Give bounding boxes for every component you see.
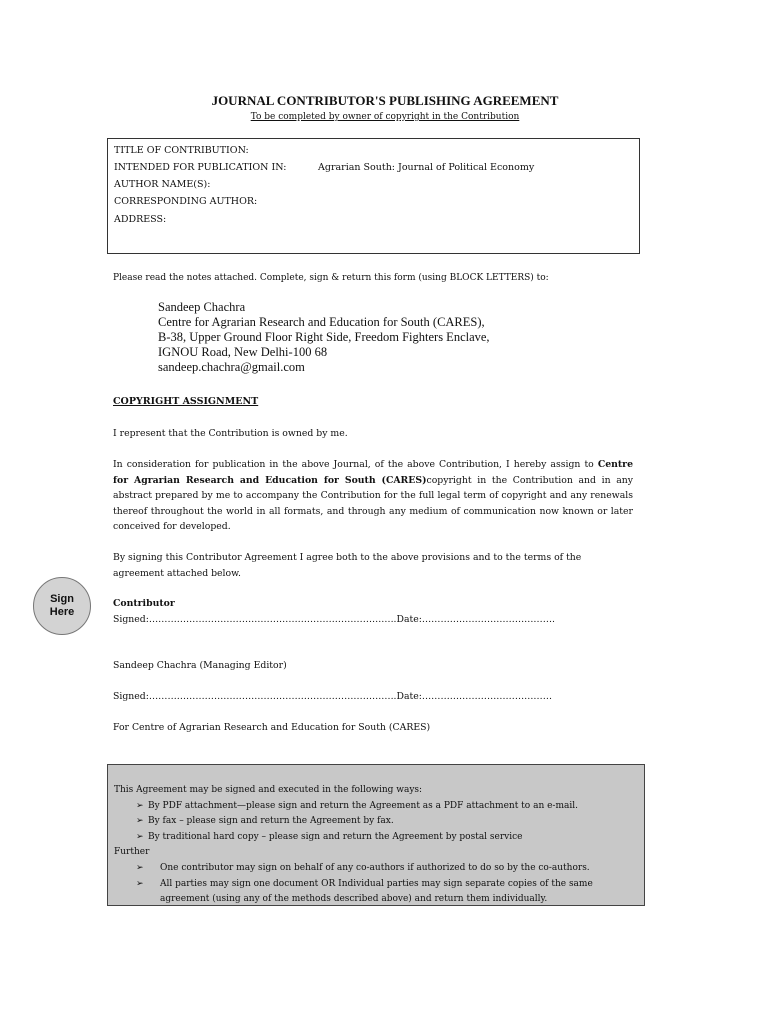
consideration-paragraph — [113, 457, 633, 535]
arrow-bullet-icon: ➢ — [136, 801, 144, 811]
document-title: JOURNAL CONTRIBUTOR'S PUBLISHING AGREEMENT — [211, 93, 559, 108]
document-subtitle: To be completed by owner of copyright in the Contribution — [250, 112, 520, 122]
method-hard-copy: ➢ By traditional hard copy – please sign and return the Agreement by postal service — [136, 832, 523, 842]
recipient-email: sandeep.chachra@gmail.com — [158, 360, 305, 374]
sign-here-badge — [33, 577, 91, 635]
copyright-heading: COPYRIGHT ASSIGNMENT — [113, 396, 259, 407]
recipient-name: Sandeep Chachra — [158, 300, 246, 314]
corresponding-author-label: CORRESPONDING AUTHOR: — [114, 196, 258, 207]
address-label: ADDRESS: — [114, 214, 167, 225]
cares-name: Centre for Agrarian Research and Education for South (CARES) — [113, 459, 633, 486]
cares-for-line: For Centre of Agrarian Research and Education for South (CARES) — [113, 722, 431, 733]
arrow-bullet-icon: ➢ — [136, 832, 144, 842]
execution-intro: This Agreement may be signed and executed in the following ways: — [114, 785, 423, 795]
further-item-coauthors: ➢ One contributor may sign on behalf of any co-authors if authorized to do so by the co-authors. — [136, 863, 590, 873]
journal-name: Agrarian South: Journal of Political Economy — [318, 162, 535, 173]
intended-publication-label: INTENDED FOR PUBLICATION IN: — [114, 162, 287, 173]
editor-signature-line[interactable]: Signed:……………………………………………………………………..Date:…………………………………… — [113, 691, 553, 702]
further-item-separate-copies: ➢ All parties may sign one document OR Individual parties may sign separate copies of the same — [136, 879, 593, 889]
recipient-address — [158, 300, 490, 375]
recipient-organization: Centre for Agrarian Research and Education for South (CARES), — [158, 315, 485, 329]
contributor-signature-line[interactable]: Signed:……………………………………………………………………..Date:……………………………………. — [113, 614, 555, 625]
ownership-statement: I represent that the Contribution is owned by me. — [113, 428, 348, 439]
editor-name: Sandeep Chachra (Managing Editor) — [113, 660, 287, 671]
contribution-info-box — [107, 138, 640, 254]
further-label: Further — [114, 847, 150, 857]
author-names-label: AUTHOR NAME(S): — [114, 179, 211, 190]
execution-methods-box — [107, 764, 645, 906]
method-fax: ➢ By fax – please sign and return the Agreement by fax. — [136, 816, 394, 826]
recipient-street: B-38, Upper Ground Floor Right Side, Freedom Fighters Enclave, — [158, 330, 490, 344]
arrow-bullet-icon: ➢ — [136, 879, 144, 889]
consideration-text-end: copyright in the Contribution and in any abstract prepared by me to accompany the Contribution for the full legal term of copyright and any renewals thereof throughout the world in all formats, and through any medium of communication now known or later conceived for developed. — [113, 474, 633, 532]
further-item-continuation: agreement (using any of the methods described above) and return them individually. — [160, 894, 548, 904]
arrow-bullet-icon: ➢ — [136, 816, 144, 826]
method-pdf: ➢ By PDF attachment—please sign and return the Agreement as a PDF attachment to an e-mail. — [136, 801, 578, 811]
return-instructions: Please read the notes attached. Complete, sign & return this form (using BLOCK LETTERS) to: — [113, 273, 549, 283]
agreement-paragraph: By signing this Contributor Agreement I agree both to the above provisions and to the terms of the agreement attached below. — [113, 552, 582, 579]
sign-badge-line2: Here — [49, 606, 75, 618]
consideration-text-start: In consideration for publication in the above Journal, of the above Contribution, I hereby assign to — [113, 459, 598, 470]
title-of-contribution-label: TITLE OF CONTRIBUTION: — [114, 145, 249, 156]
arrow-bullet-icon: ➢ — [136, 863, 144, 873]
contributor-label: Contributor — [113, 598, 175, 609]
sign-badge-line1: Sign — [50, 593, 74, 605]
recipient-city: IGNOU Road, New Delhi-100 68 — [158, 345, 328, 359]
